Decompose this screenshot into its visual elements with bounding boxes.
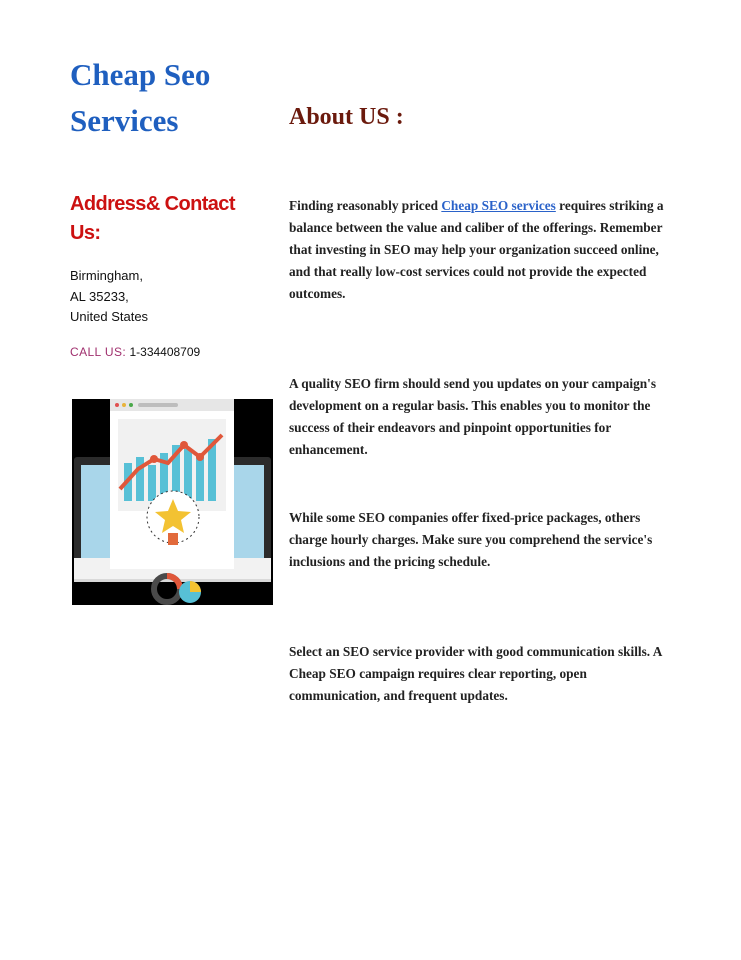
page-title: Cheap Seo Services: [70, 57, 211, 138]
call-us-label: CALL US:: [70, 345, 127, 359]
updates-paragraph: A quality SEO firm should send you updates on your campaign's development on a regular basis. This enables you to monitor the success of their endeavors and pinpoint opportunities for enhancement.: [289, 376, 656, 457]
contact-heading: Address& Contact Us:: [70, 193, 235, 244]
phone-number[interactable]: 1-334408709: [129, 345, 201, 359]
address-block: [70, 266, 148, 328]
intro-paragraph: [289, 195, 669, 305]
cheap-seo-services-link[interactable]: Cheap SEO services: [441, 198, 556, 213]
address-line-city: Birmingham,: [70, 268, 143, 283]
address-line-country: United States: [70, 309, 149, 324]
pricing-paragraph: While some SEO companies offer fixed-price packages, others charge hourly charges. Make sure you comprehend the service's inclusions and the pricing schedule.: [289, 510, 653, 569]
intro-text-before: Finding reasonably priced: [289, 198, 442, 213]
seo-analytics-illustration: [72, 399, 273, 605]
communication-paragraph: Select an SEO service provider with good communication skills. A Cheap SEO campaign requires clear reporting, open communication, and frequent updates.: [289, 644, 662, 703]
intro-text-after: requires striking a balance between the value and caliber of the offerings. Remember that investing in SEO may help your organization succeed online, and that really low-cost services could not provide the expected outcomes.: [289, 198, 664, 301]
call-us-line: [70, 345, 200, 359]
address-line-state: AL 35233,: [70, 288, 129, 304]
about-heading: About US :: [289, 104, 404, 130]
